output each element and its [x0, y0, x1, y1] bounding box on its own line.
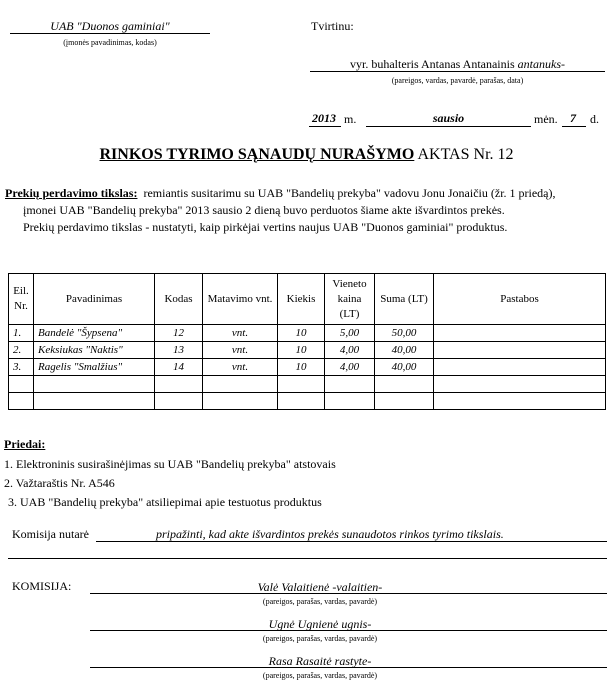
header-notes: Pastabos	[434, 274, 606, 325]
header-qty: Kiekis	[278, 274, 325, 325]
table-row	[9, 325, 606, 342]
approve-label: Tvirtinu:	[311, 19, 354, 33]
decision-underline-1	[96, 541, 607, 542]
cell-price: 4,00	[325, 342, 375, 359]
decision-underline-2	[8, 558, 607, 559]
company-caption: (įmonės pavadinimas, kodas)	[63, 38, 157, 47]
cell-sum: 40,00	[375, 359, 434, 376]
company-name: UAB "Duonos gaminiai"	[50, 19, 170, 33]
purpose-text-1: remiantis susitarimu su UAB "Bandelių prekyba" vadovu Jonu Jonaičiu (žr. 1 priedą),	[143, 186, 556, 200]
member-1-underline	[90, 593, 607, 594]
document-title	[0, 146, 613, 164]
decision-text: pripažinti, kad akte išvardintos prekės sunaudotos rinkos tyrimo tikslais.	[156, 527, 504, 541]
approver-line	[310, 57, 605, 72]
header-name: Pavadinimas	[34, 274, 155, 325]
date-day: 7	[570, 111, 576, 125]
date-year: 2013	[312, 111, 336, 125]
attachments-list	[4, 455, 336, 512]
date-year-underline	[309, 126, 341, 127]
member-1-caption: (pareigos, parašas, vardas, pavardė)	[262, 597, 378, 606]
cell-name: Keksiukas "Naktis"	[34, 342, 155, 359]
items-table	[8, 273, 606, 410]
cell-no: 2.	[9, 342, 34, 359]
table-row	[9, 359, 606, 376]
approver-signature: antanuks-	[517, 57, 565, 71]
cell-sum: 50,00	[375, 325, 434, 342]
table-row-empty	[9, 393, 606, 410]
cell-notes	[434, 325, 606, 342]
cell-no: 1.	[9, 325, 34, 342]
cell-price: 4,00	[325, 359, 375, 376]
date-day-underline	[562, 126, 586, 127]
cell-name: Bandelė "Šypsena"	[34, 325, 155, 342]
cell-qty: 10	[278, 359, 325, 376]
table-row-empty	[9, 376, 606, 393]
approver-caption: (pareigos, vardas, pavardė, parašas, data)	[391, 76, 524, 85]
commission-label: KOMISIJA:	[12, 579, 72, 593]
attachment-item: 2. Važtaraštis Nr. A546	[4, 476, 115, 490]
purpose-line-2: įmonei UAB "Bandelių prekyba" 2013 sausio 2 dieną buvo perduotos šiame akte išvardintos prekės.	[23, 203, 505, 217]
cell-notes	[434, 342, 606, 359]
table-header-row	[9, 274, 606, 325]
cell-qty: 10	[278, 325, 325, 342]
cell-no: 3.	[9, 359, 34, 376]
cell-qty: 10	[278, 342, 325, 359]
attachment-item: 3. UAB "Bandelių prekyba" atsiliepimai apie testuotus produktus	[8, 495, 322, 509]
cell-price: 5,00	[325, 325, 375, 342]
cell-unit: vnt.	[203, 325, 278, 342]
header-code: Kodas	[155, 274, 203, 325]
purpose-line-1	[5, 185, 610, 202]
purpose-label: Prekių perdavimo tikslas:	[5, 186, 138, 200]
date-month-suffix: mėn.	[534, 112, 558, 126]
date-month: sausio	[432, 111, 465, 125]
member-3-underline	[90, 667, 607, 668]
cell-code: 14	[155, 359, 203, 376]
date-day-suffix: d.	[590, 112, 599, 126]
cell-sum: 40,00	[375, 342, 434, 359]
commission-member-3: Rasa Rasaitė rastyte-	[268, 654, 372, 668]
cell-name: Ragelis "Smalžius"	[34, 359, 155, 376]
purpose-block	[5, 185, 610, 236]
table-row	[9, 342, 606, 359]
cell-unit: vnt.	[203, 359, 278, 376]
header-unit: Matavimo vnt.	[203, 274, 278, 325]
title-main: RINKOS TYRIMO SĄNAUDŲ NURAŠYMO	[99, 146, 415, 163]
cell-code: 13	[155, 342, 203, 359]
purpose-line-3: Prekių perdavimo tikslas - nustatyti, kaip pirkėjai vertins naujus UAB "Duonos gaminiai" produktus.	[23, 220, 508, 234]
member-2-caption: (pareigos, parašas, vardas, pavardė)	[262, 634, 378, 643]
attachment-item: 1. Elektroninis susirašinėjimas su UAB "Bandelių prekyba" atstovais	[4, 457, 336, 471]
attachments-label: Priedai:	[4, 437, 46, 451]
cell-unit: vnt.	[203, 342, 278, 359]
header-sum: Suma (LT)	[375, 274, 434, 325]
title-act: AKTAS Nr. 12	[417, 146, 514, 163]
approver-name: vyr. buhalteris Antanas Antanainis	[350, 57, 515, 71]
commission-member-2: Ugnė Ugnienė ugnis-	[268, 617, 372, 631]
header-no: Eil. Nr.	[9, 274, 34, 325]
member-3-caption: (pareigos, parašas, vardas, pavardė)	[262, 671, 378, 680]
header-price: Vieneto kaina (LT)	[325, 274, 375, 325]
company-underline	[10, 33, 210, 34]
cell-code: 12	[155, 325, 203, 342]
approver-underline	[310, 71, 605, 72]
date-month-underline	[366, 126, 531, 127]
decision-label: Komisija nutarė	[12, 527, 89, 541]
cell-notes	[434, 359, 606, 376]
commission-member-1: Valė Valaitienė -valaitien-	[257, 580, 383, 594]
member-2-underline	[90, 630, 607, 631]
date-year-suffix: m.	[344, 112, 357, 126]
